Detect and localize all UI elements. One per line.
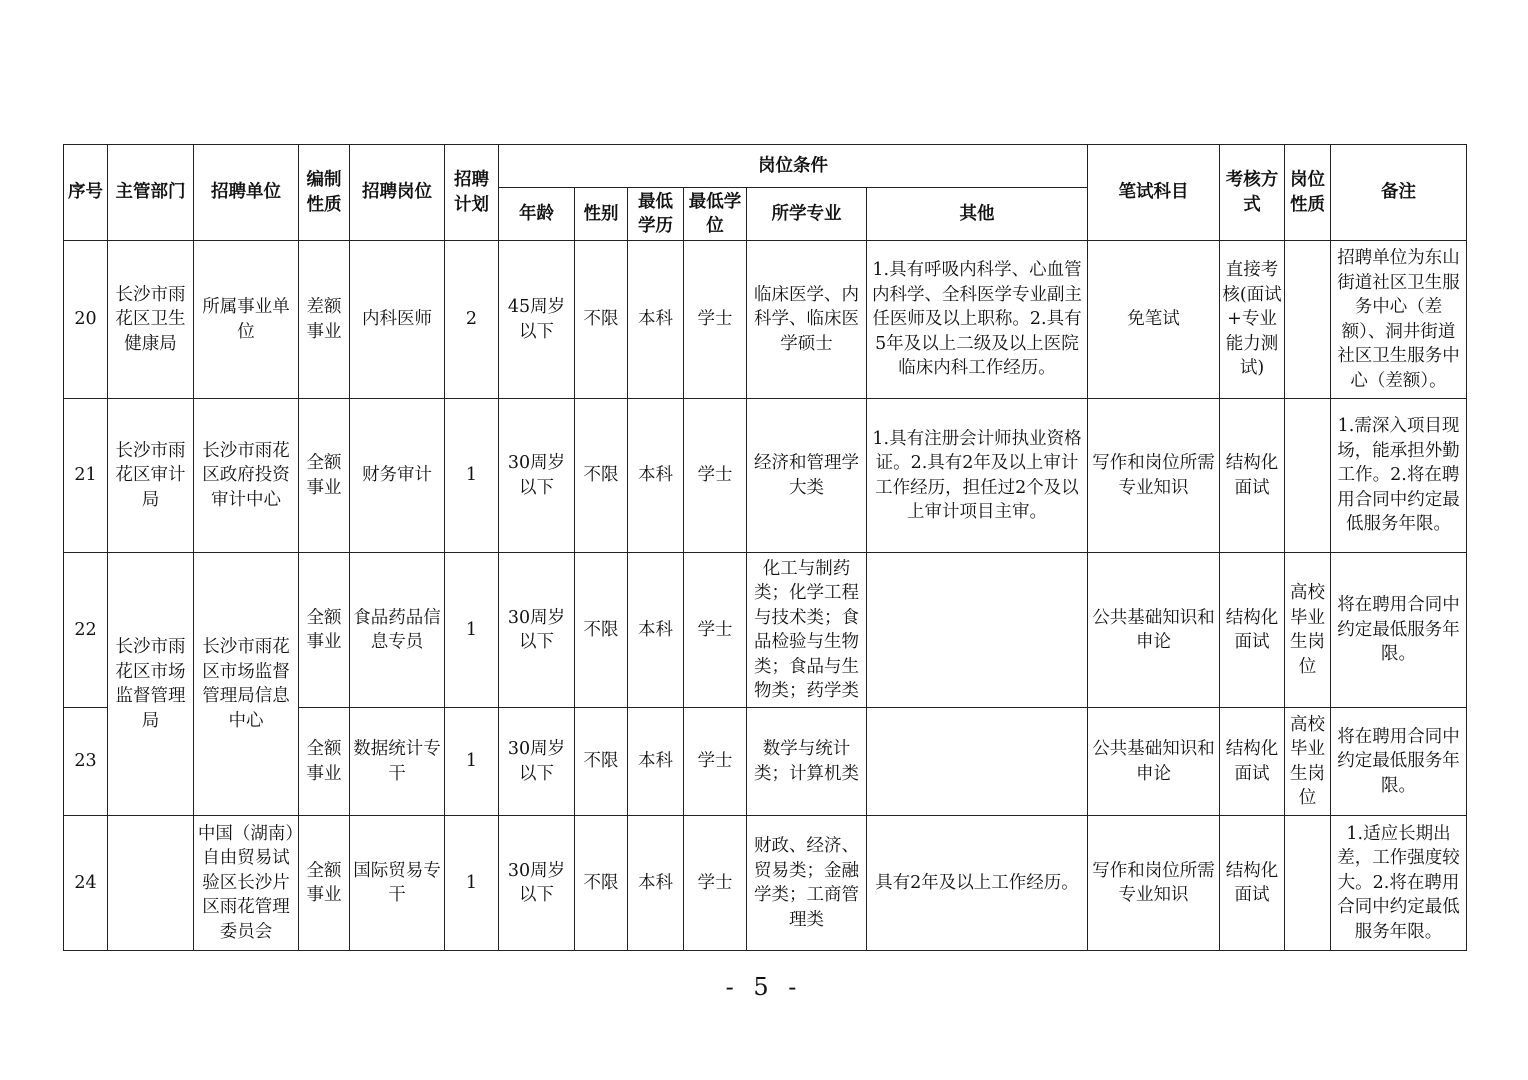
cell-dept: 长沙市雨花区审计局 — [108, 399, 194, 553]
cell-exam: 免笔试 — [1088, 241, 1220, 399]
cell-major: 财政、经济、贸易类；金融学类；工商管理类 — [747, 816, 867, 951]
header-dept: 主管部门 — [108, 145, 194, 241]
cell-edu: 本科 — [628, 708, 684, 816]
cell-gender: 不限 — [575, 399, 628, 553]
cell-seq: 21 — [64, 399, 108, 553]
cell-degree: 学士 — [684, 553, 747, 708]
cell-exam: 写作和岗位所需专业知识 — [1088, 399, 1220, 553]
cell-edu: 本科 — [628, 553, 684, 708]
cell-remark: 将在聘用合同中约定最低服务年限。 — [1331, 553, 1467, 708]
cell-assess: 直接考核(面试+专业能力测试) — [1220, 241, 1285, 399]
cell-degree: 学士 — [684, 816, 747, 951]
cell-remark: 1.需深入项目现场，能承担外勤工作。2.将在聘用合同中约定最低服务年限。 — [1331, 399, 1467, 553]
cell-assess: 结构化面试 — [1220, 399, 1285, 553]
cell-position: 数据统计专干 — [350, 708, 445, 816]
header-row — [64, 145, 1467, 188]
cell-remark: 1.适应长期出差，工作强度较大。2.将在聘用合同中约定最低服务年限。 — [1331, 816, 1467, 951]
cell-plan: 1 — [445, 553, 499, 708]
cell-remark: 将在聘用合同中约定最低服务年限。 — [1331, 708, 1467, 816]
cell-age: 45周岁以下 — [499, 241, 575, 399]
cell-other: 1.具有注册会计师执业资格证。2.具有2年及以上审计工作经历，担任过2个及以上审计项目主审。 — [867, 399, 1088, 553]
cell-staffing: 差额事业 — [299, 241, 350, 399]
cell-position: 内科医师 — [350, 241, 445, 399]
cell-exam: 公共基础知识和申论 — [1088, 708, 1220, 816]
cell-dept — [108, 816, 194, 951]
cell-degree: 学士 — [684, 708, 747, 816]
cell-major: 化工与制药类；化学工程与技术类；食品检验与生物类；食品与生物类；药学类 — [747, 553, 867, 708]
cell-age: 30周岁以下 — [499, 816, 575, 951]
header-position: 招聘岗位 — [350, 145, 445, 241]
header-remark: 备注 — [1331, 145, 1467, 241]
cell-other — [867, 553, 1088, 708]
cell-age: 30周岁以下 — [499, 708, 575, 816]
cell-seq: 24 — [64, 816, 108, 951]
header-min-edu: 最低学历 — [628, 188, 684, 241]
cell-nature — [1285, 816, 1331, 951]
cell-edu: 本科 — [628, 399, 684, 553]
cell-unit: 长沙市雨花区政府投资审计中心 — [194, 399, 299, 553]
cell-position: 食品药品信息专员 — [350, 553, 445, 708]
table-row — [64, 816, 1467, 951]
cell-staffing: 全额事业 — [299, 399, 350, 553]
cell-gender: 不限 — [575, 241, 628, 399]
cell-age: 30周岁以下 — [499, 399, 575, 553]
header-plan: 招聘计划 — [445, 145, 499, 241]
cell-gender: 不限 — [575, 553, 628, 708]
cell-other: 1.具有呼吸内科学、心血管内科学、全科医学专业副主任医师及以上职称。2.具有5年及以上二级及以上医院临床内科工作经历。 — [867, 241, 1088, 399]
cell-degree: 学士 — [684, 241, 747, 399]
cell-staffing: 全额事业 — [299, 816, 350, 951]
cell-plan: 1 — [445, 708, 499, 816]
header-assess: 考核方式 — [1220, 145, 1285, 241]
cell-seq: 23 — [64, 708, 108, 816]
cell-degree: 学士 — [684, 399, 747, 553]
cell-major: 经济和管理学大类 — [747, 399, 867, 553]
page-number: - 5 - — [725, 973, 803, 1001]
header-other: 其他 — [867, 188, 1088, 241]
cell-exam: 公共基础知识和申论 — [1088, 553, 1220, 708]
cell-seq: 22 — [64, 553, 108, 708]
cell-plan: 1 — [445, 816, 499, 951]
cell-major: 数学与统计类；计算机类 — [747, 708, 867, 816]
cell-unit: 长沙市雨花区市场监督管理局信息中心 — [194, 553, 299, 816]
header-seq: 序号 — [64, 145, 108, 241]
cell-other: 具有2年及以上工作经历。 — [867, 816, 1088, 951]
cell-position: 国际贸易专干 — [350, 816, 445, 951]
cell-exam: 写作和岗位所需专业知识 — [1088, 816, 1220, 951]
cell-dept: 长沙市雨花区市场监督管理局 — [108, 553, 194, 816]
cell-staffing: 全额事业 — [299, 708, 350, 816]
cell-nature: 高校毕业生岗位 — [1285, 708, 1331, 816]
cell-position: 财务审计 — [350, 399, 445, 553]
cell-gender: 不限 — [575, 816, 628, 951]
cell-assess: 结构化面试 — [1220, 816, 1285, 951]
cell-dept: 长沙市雨花区卫生健康局 — [108, 241, 194, 399]
header-age: 年龄 — [499, 188, 575, 241]
cell-unit: 中国（湖南）自由贸易试验区长沙片区雨花管理委员会 — [194, 816, 299, 951]
header-unit: 招聘单位 — [194, 145, 299, 241]
cell-age: 30周岁以下 — [499, 553, 575, 708]
cell-assess: 结构化面试 — [1220, 553, 1285, 708]
cell-gender: 不限 — [575, 708, 628, 816]
cell-assess: 结构化面试 — [1220, 708, 1285, 816]
cell-other — [867, 708, 1088, 816]
table-row — [64, 399, 1467, 553]
cell-edu: 本科 — [628, 816, 684, 951]
header-nature: 岗位性质 — [1285, 145, 1331, 241]
cell-staffing: 全额事业 — [299, 553, 350, 708]
cell-major: 临床医学、内科学、临床医学硕士 — [747, 241, 867, 399]
cell-plan: 1 — [445, 399, 499, 553]
cell-nature — [1285, 241, 1331, 399]
header-gender: 性别 — [575, 188, 628, 241]
header-exam: 笔试科目 — [1088, 145, 1220, 241]
cell-remark: 招聘单位为东山街道社区卫生服务中心（差额）、洞井街道社区卫生服务中心（差额）。 — [1331, 241, 1467, 399]
cell-nature — [1285, 399, 1331, 553]
cell-plan: 2 — [445, 241, 499, 399]
header-staffing: 编制性质 — [299, 145, 350, 241]
cell-unit: 所属事业单位 — [194, 241, 299, 399]
cell-nature: 高校毕业生岗位 — [1285, 553, 1331, 708]
cell-edu: 本科 — [628, 241, 684, 399]
header-major: 所学专业 — [747, 188, 867, 241]
table-row — [64, 241, 1467, 399]
recruitment-table — [63, 144, 1467, 951]
header-min-degree: 最低学位 — [684, 188, 747, 241]
header-conditions: 岗位条件 — [499, 145, 1088, 188]
table-row — [64, 553, 1467, 708]
cell-seq: 20 — [64, 241, 108, 399]
